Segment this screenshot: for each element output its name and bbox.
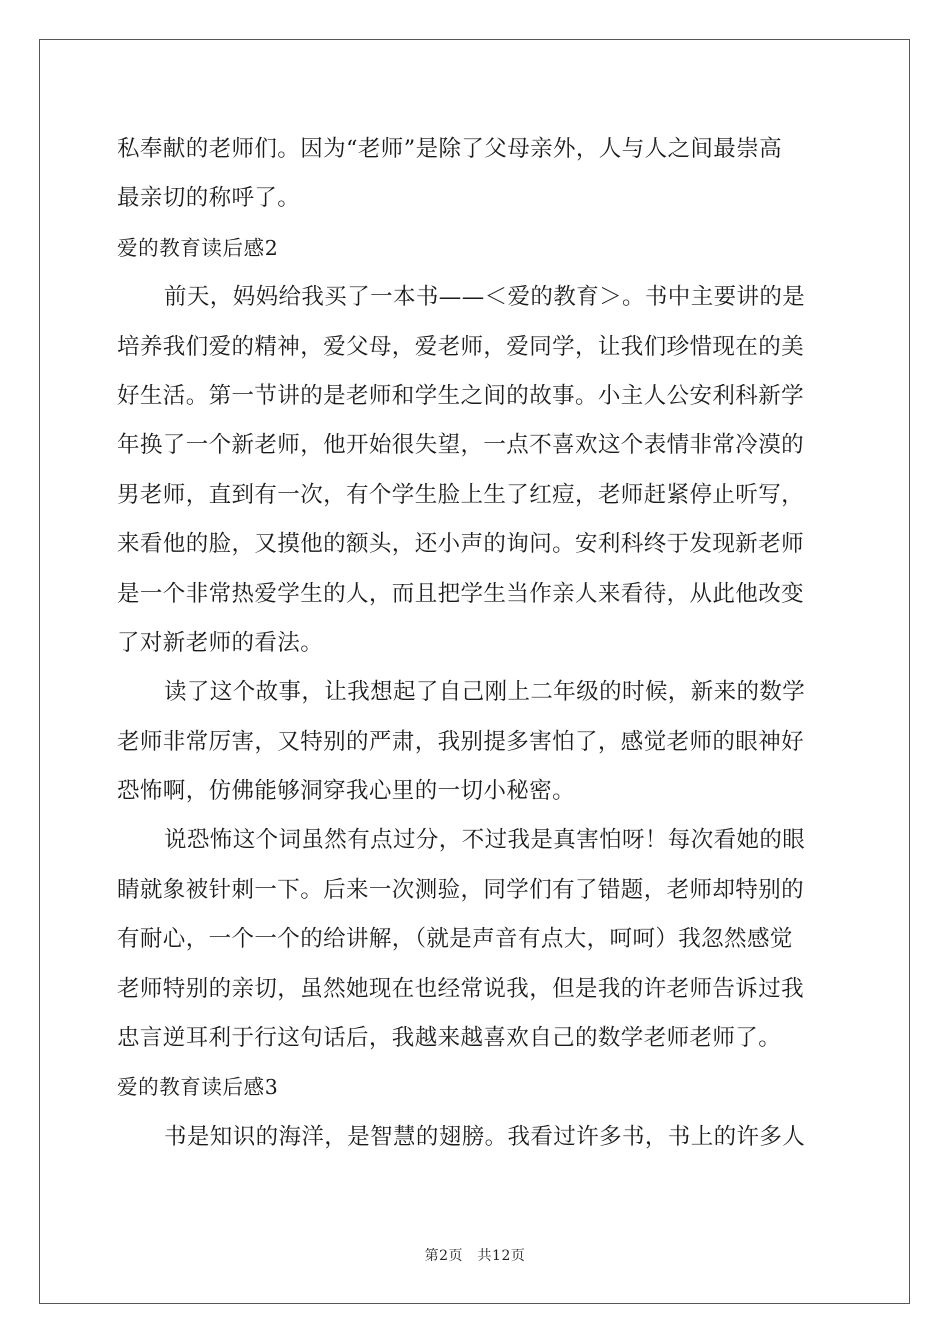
text-line: 睛就象被针刺一下。后来一次测验，同学们有了错题，老师却特别的 [117,876,805,903]
text-line: 了对新老师的看法。 [117,629,324,656]
section-heading: 爱的教育读后感3 [117,1075,279,1100]
text-line: 老师特别的亲切，虽然她现在也经常说我，但是我的许老师告诉过我 [117,975,805,1002]
text-line: 私奉献的老师们。因为“老师”是除了父母亲外，人与人之间最崇高 [117,136,783,162]
text-line: 年换了一个新老师，他开始很失望，一点不喜欢这个表情非常冷漠的 [117,432,805,459]
text-line: 恐怖啊，仿佛能够洞穿我心里的一切小秘密。 [117,778,576,805]
text-line: 是一个非常热爱学生的人，而且把学生当作亲人来看待，从此他改变 [117,580,805,607]
document-body [117,125,837,1162]
text-line: 最亲切的称呼了。 [117,185,301,212]
text-line: 男老师，直到有一次，有个学生脸上生了红痘，老师赶紧停止听写， [117,481,805,508]
paragraph-first-line: 说恐怖这个词虽然有点过分，不过我是真害怕呀！每次看她的眼 [164,827,806,854]
paragraph-first-line: 书是知识的海洋，是智慧的翅膀。我看过许多书，书上的许多人 [164,1123,806,1150]
paragraph-first-line: 前天，妈妈给我买了一本书——＜爱的教育＞。书中主要讲的是 [164,284,806,311]
text-line: 老师非常厉害，又特别的严肃，我别提多害怕了，感觉老师的眼神好 [117,728,805,755]
text-line: 好生活。第一节讲的是老师和学生之间的故事。小主人公安利科新学 [117,382,805,409]
section-heading: 爱的教育读后感2 [117,235,279,260]
page-number-footer: 第2页 共12页 [424,1248,526,1264]
text-line: 来看他的脸，又摸他的额头，还小声的询问。安利科终于发现新老师 [117,531,805,558]
text-line: 有耐心，一个一个的给讲解，（就是声音有点大，呵呵）我忽然感觉 [117,926,793,953]
text-line: 培养我们爱的精神，爱父母，爱老师，爱同学，让我们珍惜现在的美 [117,333,805,360]
text-line: 忠言逆耳利于行这句话后，我越来越喜欢自己的数学老师老师了。 [117,1025,782,1052]
paragraph-first-line: 读了这个故事，让我想起了自己刚上二年级的时候，新来的数学 [164,679,806,706]
